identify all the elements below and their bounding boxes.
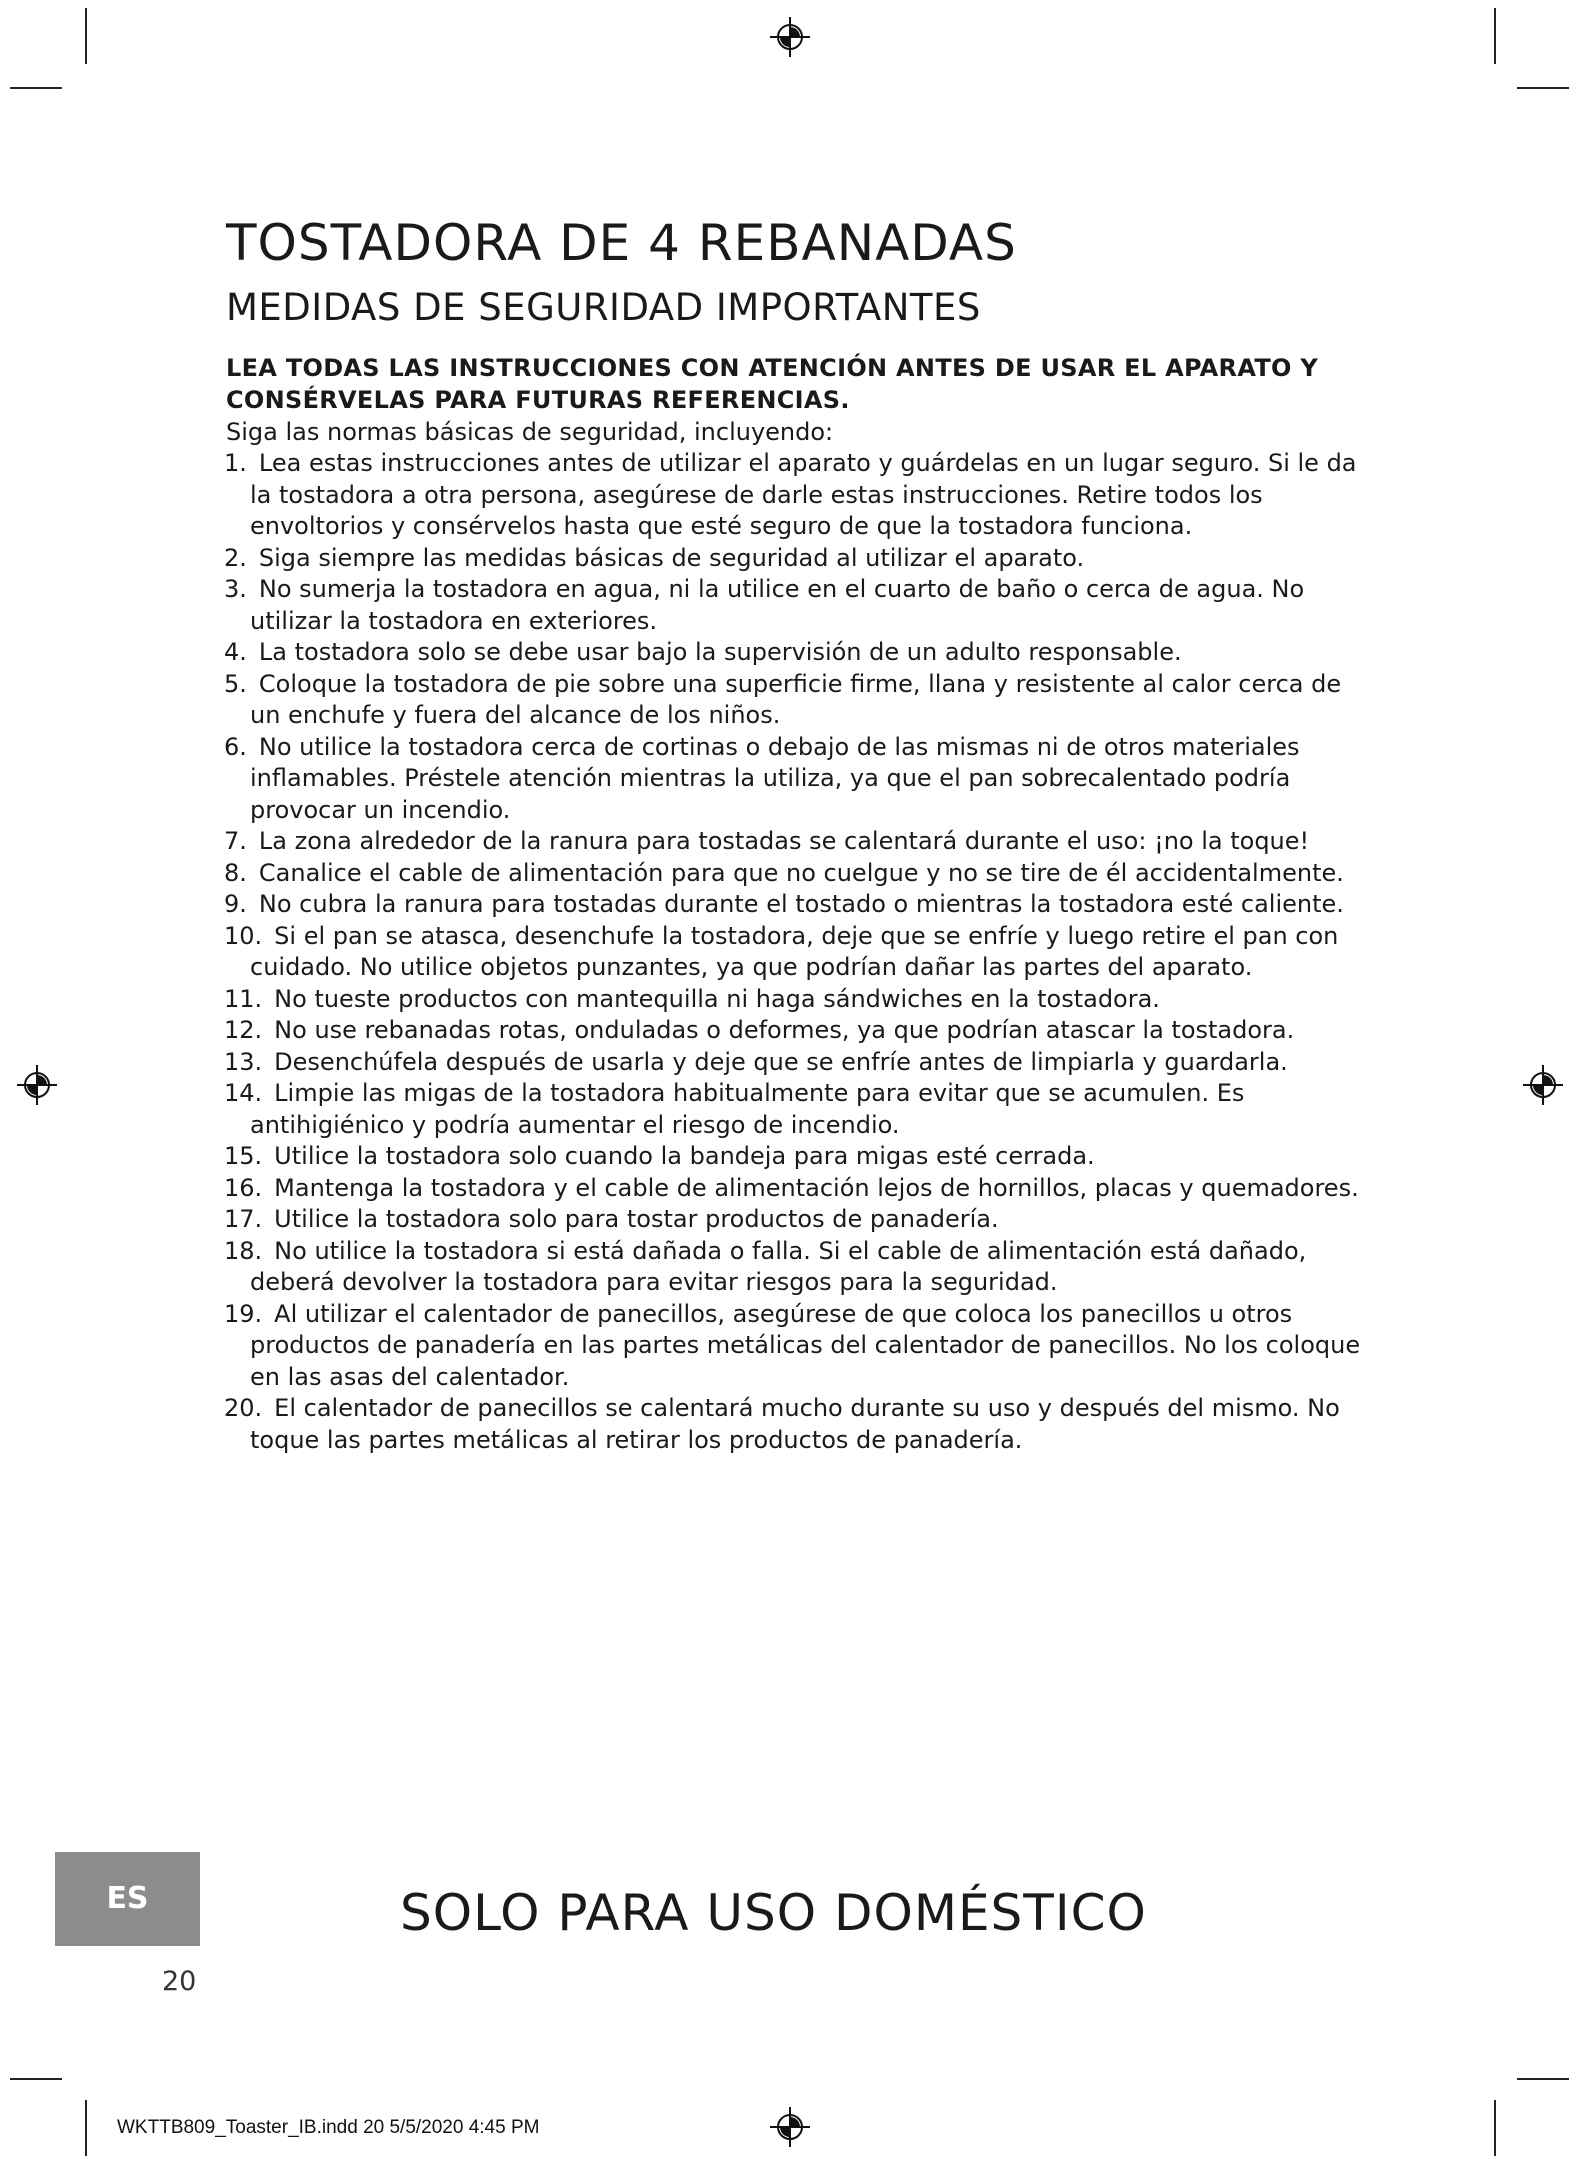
list-item — [224, 669, 1364, 732]
list-item-text: Al utilizar el calentador de panecillos, asegúrese de que coloca los panecillos u otros productos de panadería en las partes metálicas del calentador de panecillos. No los coloque en las asas del calentador. — [250, 1299, 1361, 1391]
list-item — [224, 921, 1364, 984]
list-item — [224, 1078, 1364, 1141]
list-item — [224, 543, 1364, 575]
list-item-number: 19. — [224, 1299, 263, 1328]
list-item-number: 4. — [224, 638, 247, 666]
list-item — [224, 826, 1364, 858]
list-item-text: La zona alrededor de la ranura para tostadas se calentará durante el uso: ¡no la toque! — [258, 827, 1310, 855]
list-item-number: 11. — [224, 984, 263, 1013]
page-number: 20 — [162, 1966, 197, 1997]
list-item-text: Lea estas instrucciones antes de utilizar el aparato y guárdelas en un lugar seguro. Si le da la tostadora a otra persona, asegúrese de darle estas instrucciones. Retire todos los envoltorios y consérvelos hasta que esté seguro de que la tostadora funciona. — [250, 449, 1357, 540]
crop-mark-bottom-right — [1494, 2100, 1496, 2156]
list-item-text: Siga siempre las medidas básicas de seguridad al utilizar el aparato. — [258, 543, 1085, 572]
safety-instructions-list — [224, 448, 1364, 1456]
list-item — [224, 889, 1364, 921]
crop-mark-bottom-left-h — [10, 2078, 62, 2080]
registration-mark-icon — [15, 1063, 59, 1107]
list-item — [224, 1015, 1364, 1047]
list-item-text: No cubra la ranura para tostadas durante el tostado o mientras la tostadora esté caliente. — [258, 890, 1344, 918]
list-item-number: 14. — [224, 1079, 263, 1107]
list-item-number: 7. — [224, 827, 247, 855]
list-item-text: No use rebanadas rotas, onduladas o deformes, ya que podrían atascar la tostadora. — [274, 1016, 1295, 1044]
list-item-number: 8. — [224, 858, 247, 887]
section-subtitle: MEDIDAS DE SEGURIDAD IMPORTANTES — [226, 286, 981, 329]
list-item-text: Coloque la tostadora de pie sobre una superficie firme, llana y resistente al calor cerca de un enchufe y fuera del alcance de los niños. — [250, 669, 1342, 729]
list-item — [224, 984, 1364, 1016]
crop-mark-bottom-right-h — [1517, 2078, 1569, 2080]
list-item — [224, 1236, 1364, 1299]
list-item-text: Limpie las migas de la tostadora habitualmente para evitar que se acumulen. Es antihigiénico y podría aumentar el riesgo de incendio. — [250, 1079, 1245, 1139]
crop-mark-top-left — [85, 8, 87, 64]
list-item-text: No utilice la tostadora cerca de cortinas o debajo de las mismas ni de otros materiales inflamables. Préstele atención mientras la utiliza, ya que el pan sobrecalentado podría provocar un incendio. — [250, 732, 1300, 824]
list-item-number: 5. — [224, 669, 247, 698]
list-item-number: 10. — [224, 921, 263, 950]
list-item — [224, 1141, 1364, 1173]
list-item-text: No utilice la tostadora si está dañada o falla. Si el cable de alimentación está dañado, deberá devolver la tostadora para evitar riesgos para la seguridad. — [250, 1236, 1307, 1296]
list-item — [224, 1393, 1364, 1456]
crop-mark-bottom-left — [85, 2100, 87, 2156]
page-title: TOSTADORA DE 4 REBANADAS — [226, 214, 1017, 272]
list-item-number: 18. — [224, 1236, 263, 1265]
list-item — [224, 858, 1364, 890]
list-item-text: Utilice la tostadora solo para tostar productos de panadería. — [274, 1205, 999, 1233]
list-item-text: Canalice el cable de alimentación para que no cuelgue y no se tire de él accidentalmente. — [258, 858, 1344, 887]
registration-mark-icon — [1521, 1063, 1565, 1107]
registration-mark-icon — [768, 2105, 812, 2149]
list-item-text: El calentador de panecillos se calentará mucho durante su uso y después del mismo. No toque las partes metálicas al retirar los productos de panadería. — [250, 1394, 1340, 1454]
language-tab: ES — [55, 1852, 200, 1946]
list-item-number: 12. — [224, 1016, 263, 1044]
list-item-number: 6. — [224, 732, 247, 761]
list-item — [224, 1299, 1364, 1394]
list-item-text: No tueste productos con mantequilla ni haga sándwiches en la tostadora. — [274, 984, 1160, 1013]
list-item-number: 2. — [224, 543, 247, 572]
list-item-number: 13. — [224, 1047, 263, 1076]
list-item-number: 1. — [224, 449, 247, 477]
list-item-number: 9. — [224, 890, 247, 918]
registration-mark-icon — [768, 15, 812, 59]
crop-mark-top-right-h — [1517, 87, 1569, 89]
list-item — [224, 448, 1364, 543]
household-use-heading: SOLO PARA USO DOMÉSTICO — [400, 1884, 1147, 1942]
list-item — [224, 637, 1364, 669]
list-item — [224, 1173, 1364, 1205]
crop-mark-top-right — [1494, 8, 1496, 64]
list-item-text: No sumerja la tostadora en agua, ni la utilice en el cuarto de baño o cerca de agua. No utilizar la tostadora en exteriores. — [250, 575, 1305, 635]
list-item-text: Si el pan se atasca, desenchufe la tostadora, deje que se enfríe y luego retire el pan con cuidado. No utilice objetos punzantes, ya que podrían dañar las partes del aparato. — [250, 921, 1339, 981]
list-item — [224, 732, 1364, 827]
list-item — [224, 1204, 1364, 1236]
list-item-text: La tostadora solo se debe usar bajo la supervisión de un adulto responsable. — [258, 638, 1182, 666]
crop-mark-top-left-h — [10, 87, 62, 89]
list-item-number: 20. — [224, 1394, 263, 1422]
list-item-number: 15. — [224, 1142, 263, 1170]
list-item — [224, 1047, 1364, 1079]
list-item-number: 16. — [224, 1173, 263, 1202]
slug-line: WKTTB809_Toaster_IB.indd 20 5/5/2020 4:45 PM — [117, 2117, 540, 2138]
intro-text: Siga las normas básicas de seguridad, incluyendo: — [226, 418, 834, 446]
list-item-text: Utilice la tostadora solo cuando la bandeja para migas esté cerrada. — [274, 1142, 1095, 1170]
list-item-text: Mantenga la tostadora y el cable de alimentación lejos de hornillos, placas y quemadores. — [274, 1173, 1359, 1202]
list-item — [224, 574, 1364, 637]
warning-text: LEA TODAS LAS INSTRUCCIONES CON ATENCIÓN ANTES DE USAR EL APARATO Y CONSÉRVELAS PARA FUTURAS REFERENCIAS. — [226, 354, 1319, 414]
list-item-text: Desenchúfela después de usarla y deje que se enfríe antes de limpiarla y guardarla. — [274, 1047, 1288, 1076]
list-item-number: 17. — [224, 1205, 263, 1233]
list-item-number: 3. — [224, 575, 247, 603]
